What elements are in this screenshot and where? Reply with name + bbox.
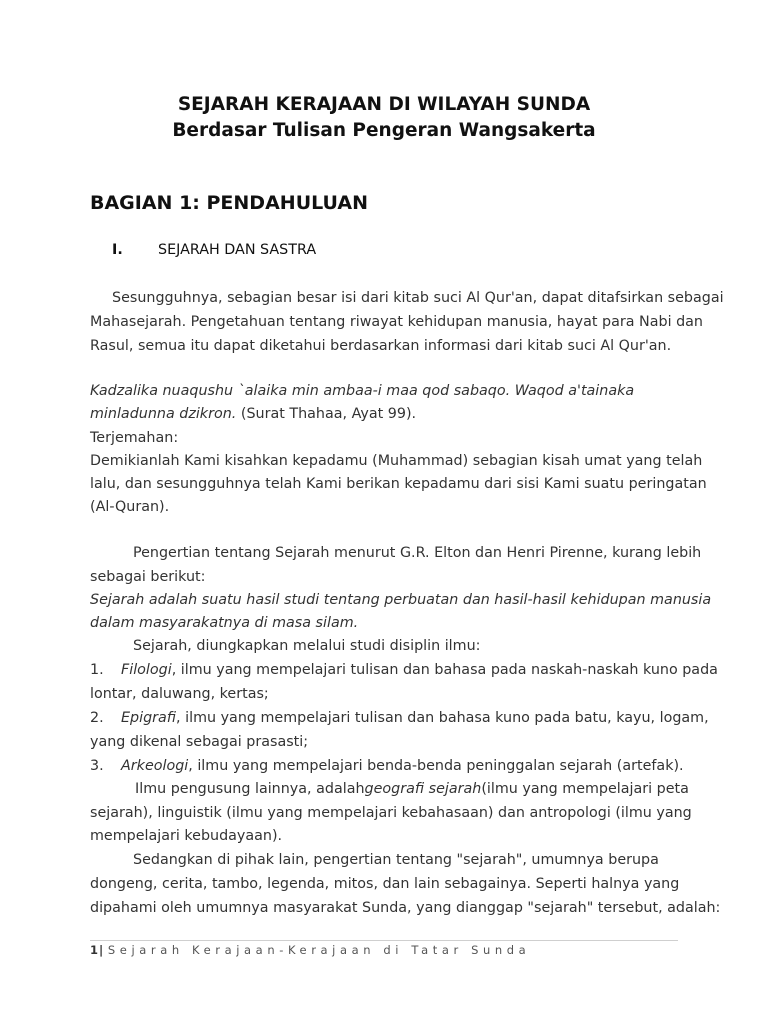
definition-line: dalam masyarakatnya di masa silam. [90,615,359,631]
paragraph-line: Sejarah, diungkapkan melalui studi disiplin ilmu: [133,638,481,654]
paragraph-line: Pengertian tentang Sejarah menurut G.R. Elton dan Henri Pirenne, kurang lebih [133,545,702,561]
subsection-title: SEJARAH DAN SASTRA [158,242,317,258]
list-item-continuation: lontar, daluwang, kertas; [90,686,269,702]
section-heading: BAGIAN 1: PENDAHULUAN [90,192,368,214]
list-item-term: Arkeologi [121,758,189,774]
translation-line: lalu, dan sesungguhnya telah Kami berikan kepadamu dari sisi Kami suatu peringatan [90,476,707,492]
page-number: 1 [90,943,100,957]
list-item-term: Filologi [121,662,172,678]
footer-divider [90,940,678,941]
definition-line: Sejarah adalah suatu hasil studi tentang perbuatan dan hasil-hasil kehidupan manusia [90,592,712,608]
list-item-text: , ilmu yang mempelajari tulisan dan bahasa kuno pada batu, kayu, logam, [176,710,709,726]
quote-source: (Surat Thahaa, Ayat 99). [236,406,417,422]
subsection-number: I. [112,242,123,258]
paragraph-line: Rasul, semua itu dapat diketahui berdasarkan informasi dari kitab suci Al Qur'an. [90,338,672,354]
list-item-text: , ilmu yang mempelajari tulisan dan bahasa pada naskah-naskah kuno pada [171,662,718,678]
list-item-text: , ilmu yang mempelajari benda-benda peninggalan sejarah (artefak). [188,758,684,774]
paragraph-line: sebagai berikut: [90,569,206,585]
list-item [121,662,718,678]
translation-line: (Al-Quran). [90,499,170,515]
translation-line: Demikianlah Kami kisahkan kepadamu (Muhammad) sebagian kisah umat yang telah [90,453,703,469]
list-item-term: Epigrafi [121,710,177,726]
quote-line [90,406,416,422]
paragraph-line: Sedangkan di pihak lain, pengertian tentang "sejarah", umumnya berupa [133,852,659,868]
paragraph-line: Mahasejarah. Pengetahuan tentang riwayat kehidupan manusia, hayat para Nabi dan [90,314,703,330]
page-footer [90,943,530,957]
paragraph-line: dongeng, cerita, tambo, legenda, mitos, dan lain sebagainya. Seperti halnya yang [90,876,680,892]
paragraph-line: dipahami oleh umumnya masyarakat Sunda, yang dianggap "sejarah" tersebut, adalah: [90,900,721,916]
paragraph-emphasis: geografi sejarah [364,781,482,797]
quote-text: minladunna dzikron. [90,406,237,422]
list-item [121,710,709,726]
list-item-number: 1. [90,662,104,678]
running-title: Sejarah Kerajaan-Kerajaan di Tatar Sunda [107,943,531,957]
list-item-continuation: yang dikenal sebagai prasasti; [90,734,309,750]
paragraph-text: (ilmu yang mempelajari peta [481,781,689,797]
paragraph-line: sejarah), linguistik (ilmu yang mempelajari kebahasaan) dan antropologi (ilmu yang [90,805,692,821]
document-subtitle: Berdasar Tulisan Pengeran Wangsakerta [172,120,596,141]
list-item [121,758,684,774]
paragraph-text: Ilmu pengusung lainnya, adalah [135,781,365,797]
list-item-number: 2. [90,710,104,726]
paragraph-line [135,781,689,797]
paragraph-line: mempelajari kebudayaan). [90,828,283,844]
footer-separator: | [99,943,105,957]
paragraph-line: Sesungguhnya, sebagian besar isi dari kitab suci Al Qur'an, dapat ditafsirkan sebagai [112,290,724,306]
quote-line: Kadzalika nuaqushu `alaika min ambaa-i maa qod sabaqo. Waqod a'tainaka [90,383,635,399]
document-title: SEJARAH KERAJAAN DI WILAYAH SUNDA [177,94,591,115]
translation-label: Terjemahan: [90,430,179,446]
list-item-number: 3. [90,758,104,774]
